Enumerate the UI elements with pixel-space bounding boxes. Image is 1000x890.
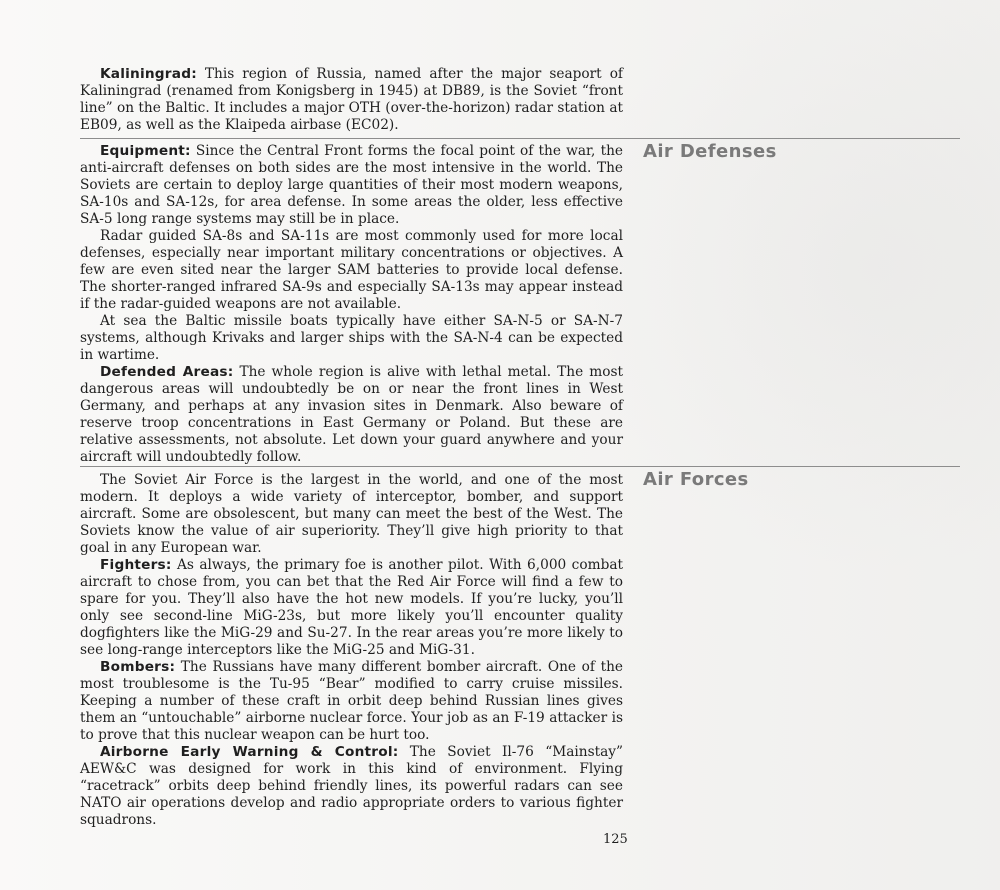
- section-divider-air-forces: [80, 466, 960, 467]
- defended-areas-paragraph: [80, 364, 623, 466]
- radar-paragraph: Radar guided SA-8s and SA-11s are most commonly used for more local defenses, especially near important military concentrations or objectives. A few are even sited near the larger SAM batteries to provide local defense. The shorter-ranged infrared SA-9s and especially SA-13s may appear instead if the radar-guided weapons are not available.: [80, 228, 623, 312]
- air-forces-intro-paragraph: The Soviet Air Force is the largest in the world, and one of the most modern. It deploys a wide variety of interceptor, bomber, and support aircraft. Some are obsolescent, but many can meet the best of the West. The Soviets know the value of air superiority. They’ll give high priority to that goal in any European war.: [80, 472, 623, 556]
- defended-areas-text: The whole region is alive with lethal metal. The most dangerous areas will undoubtedly be on or near the front lines in West Germany, and perhaps at any invasion sites in Denmark. Also beware of reserve troop concentrations in East Germany or Poland. But these are relative assessments, not absolute. Let down your guard anywhere and your aircraft will undoubtedly follow.: [80, 364, 623, 465]
- fighters-text: As always, the primary foe is another pilot. With 6,000 combat aircraft to chose from, you can bet that the Red Air Force will find a few to spare for you. They’ll also have the hot new models. If you’re lucky, you’ll only see second-line MiG-23s, but more likely you’ll encounter quality dogfighters like the MiG-29 and Su-27. In the rear areas you’re more likely to see long-range interceptors like the MiG-25 and MiG-31.: [80, 557, 623, 658]
- air-forces-section: [80, 472, 623, 829]
- equipment-heading: Equipment:: [100, 143, 191, 159]
- fighters-paragraph: [80, 557, 623, 659]
- equipment-paragraph: [80, 143, 623, 228]
- air-defenses-side-heading: Air Defenses: [643, 141, 777, 162]
- bombers-paragraph: [80, 659, 623, 744]
- kaliningrad-text: This region of Russia, named after the major seaport of Kaliningrad (renamed from Konigsberg in 1945) at DB89, is the Soviet “front line” on the Baltic. It includes a major OTH (over-the-horizon) radar station at EB09, as well as the Klaipeda airbase (EC02).: [80, 66, 623, 133]
- air-forces-side-heading: Air Forces: [643, 469, 749, 490]
- bombers-text: The Russians have many different bomber aircraft. One of the most troublesome is the Tu-95 “Bear” modified to carry cruise missiles. Keeping a number of these craft in orbit deep behind Russian lines gives them an “untouchable” airborne nuclear force. Your job as an F-19 attacker is to prove that this nuclear weapon can be hurt too.: [80, 659, 623, 743]
- aewc-heading: Airborne Early Warning & Control:: [100, 744, 399, 760]
- bombers-heading: Bombers:: [100, 659, 176, 675]
- aewc-text: The Soviet Il-76 “Mainstay” AEW&C was designed for work in this kind of environment. Flying “racetrack” orbits deep behind friendly lines, its powerful radars can see NATO air operations develop and radio appropriate orders to various fighter squadrons.: [80, 744, 623, 828]
- page-number: 125: [603, 832, 628, 847]
- kaliningrad-section: [80, 66, 623, 134]
- kaliningrad-paragraph: [80, 66, 623, 134]
- air-defenses-section: [80, 143, 623, 466]
- fighters-heading: Fighters:: [100, 557, 172, 573]
- sea-paragraph: At sea the Baltic missile boats typically have either SA-N-5 or SA-N-7 systems, although Krivaks and larger ships with the SA-N-4 can be expected in wartime.: [80, 313, 623, 363]
- section-divider-air-defenses: [80, 138, 960, 139]
- equipment-text: Since the Central Front forms the focal point of the war, the anti-aircraft defenses on both sides are the most intensive in the world. The Soviets are certain to deploy large quantities of their most modern weapons, SA-10s and SA-12s, for area defense. In some areas the older, less effective SA-5 long range systems may still be in place.: [80, 143, 623, 227]
- kaliningrad-heading: Kaliningrad:: [100, 66, 197, 82]
- defended-areas-heading: Defended Areas:: [100, 364, 234, 380]
- aewc-paragraph: [80, 744, 623, 829]
